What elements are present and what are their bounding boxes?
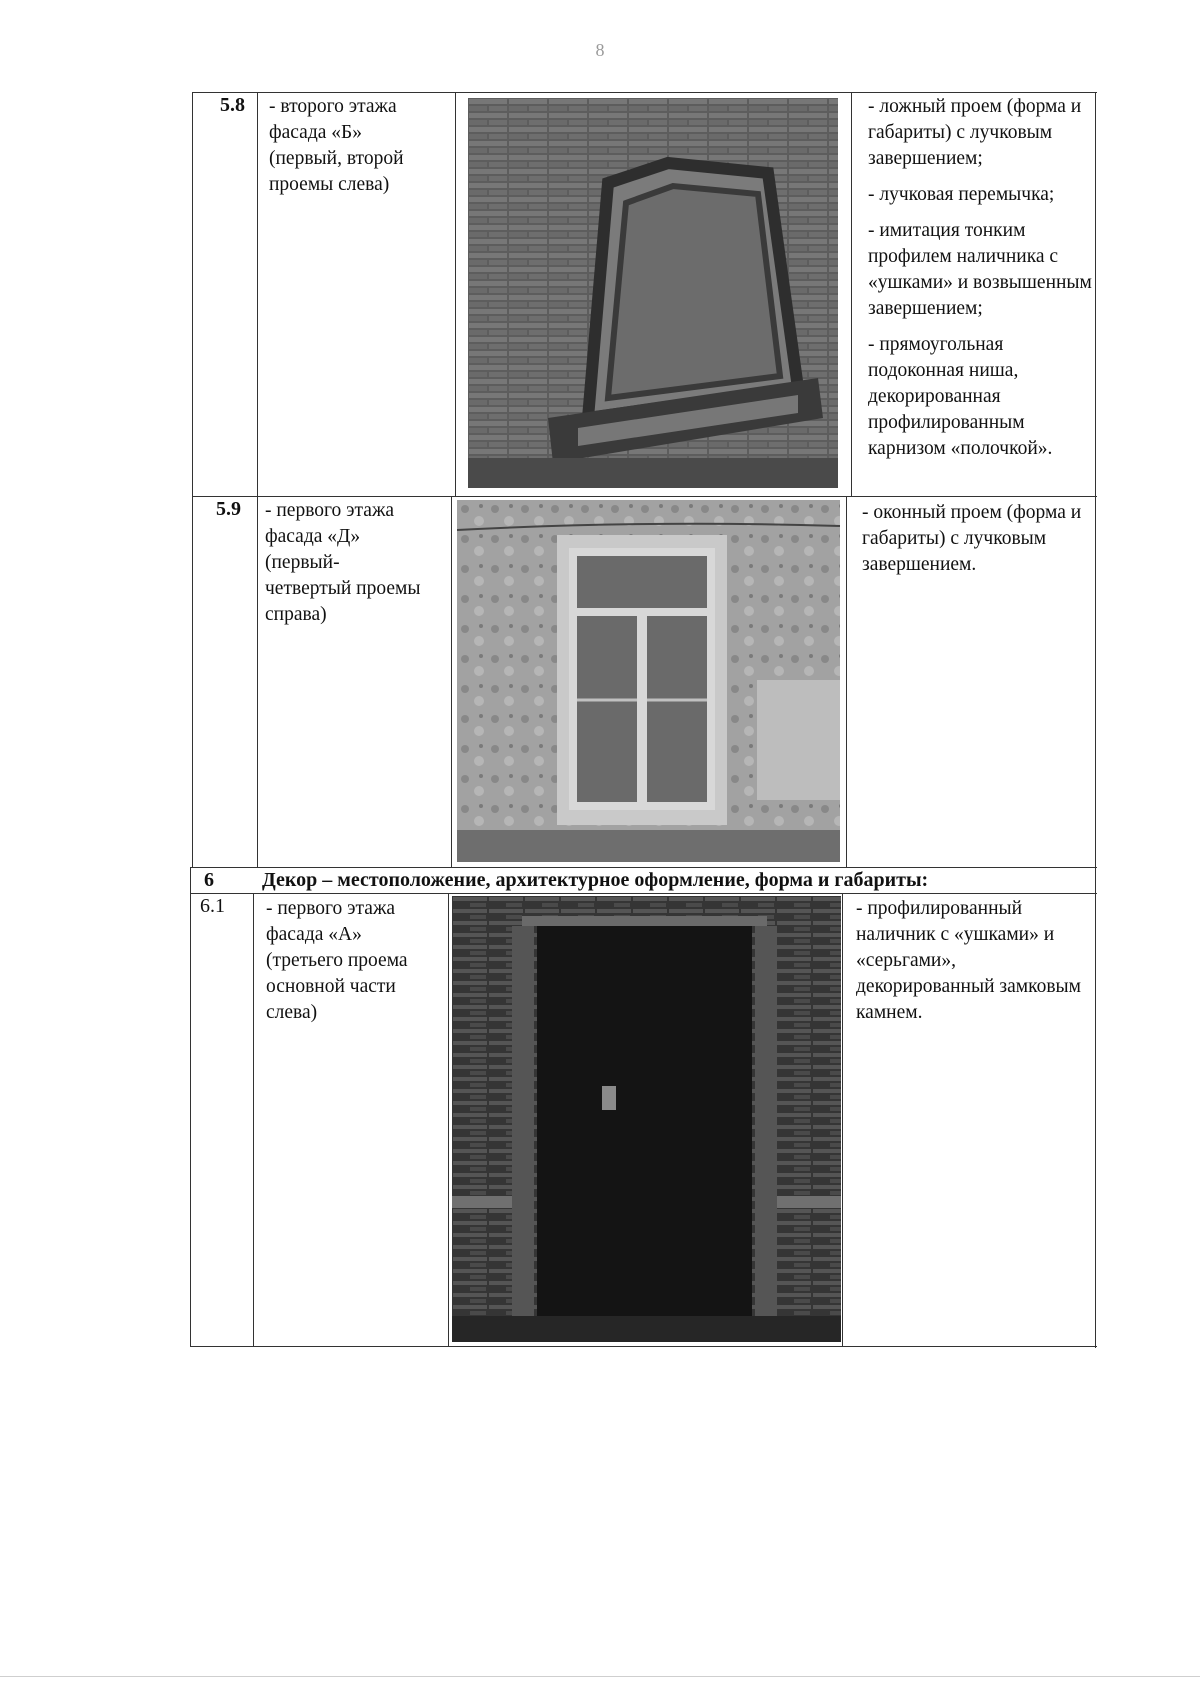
feature-item: - профилированный наличник с «ушками» и «серьгами», декорированный замковым камнем.	[856, 898, 1081, 1023]
monuments-table	[190, 92, 1097, 1348]
feature-item: - прямоугольная подоконная ниша, декорированная профилированным карнизом «полочкой».	[868, 334, 1053, 459]
table-rule	[842, 893, 843, 1347]
features-text	[862, 500, 1082, 588]
location-line: фасада «Д»	[265, 526, 361, 547]
location-line: (первый, второй	[269, 148, 404, 169]
table-rule	[190, 867, 191, 1347]
location-text	[266, 896, 446, 1026]
location-line: - второго этажа	[269, 96, 397, 117]
location-line: - первого этажа	[266, 898, 396, 919]
table-rule	[192, 92, 193, 867]
feature-item: - ложный проем (форма и габариты) с лучковым завершением;	[868, 96, 1082, 169]
location-line: четвертый проемы	[265, 578, 421, 599]
location-text	[265, 498, 453, 628]
section-number: 6	[204, 869, 214, 891]
location-line: слева)	[266, 1002, 318, 1023]
location-line: фасада «А»	[266, 924, 362, 945]
page-number: 8	[595, 40, 605, 60]
feature-item: - имитация тонким профилем наличника с «ушками» и возвышенным завершением;	[868, 220, 1092, 319]
table-rule	[190, 893, 1097, 894]
feature-item: - оконный проем (форма и габариты) с лучковым завершением.	[862, 502, 1082, 575]
table-rule	[1095, 92, 1096, 1348]
page-bottom-rule	[0, 1676, 1200, 1677]
location-line: проемы слева)	[269, 174, 390, 195]
table-rule	[253, 893, 254, 1347]
table-rule	[190, 1346, 1097, 1347]
window-photo-icon	[457, 500, 840, 862]
row-number: 5.8	[220, 94, 245, 116]
location-text	[269, 94, 451, 198]
table-rule	[851, 92, 852, 496]
location-line: фасада «Б»	[269, 122, 362, 143]
features-text	[868, 94, 1094, 472]
location-line: основной части	[266, 976, 396, 997]
table-rule	[448, 893, 449, 1347]
section-title: Декор – местоположение, архитектурное оформление, форма и габариты:	[262, 869, 929, 891]
table-rule	[455, 92, 456, 496]
row-number: 5.9	[216, 498, 241, 520]
location-line: справа)	[265, 604, 327, 625]
table-rule	[257, 92, 258, 867]
window-photo-icon	[468, 98, 838, 488]
feature-item: - лучковая перемычка;	[868, 184, 1055, 205]
location-line: - первого этажа	[265, 500, 395, 521]
doorway-photo-icon	[452, 896, 841, 1342]
location-line: (первый-	[265, 552, 340, 573]
row-number: 6.1	[200, 895, 225, 917]
location-line: (третьего проема	[266, 950, 408, 971]
table-rule	[846, 496, 847, 867]
features-text	[856, 896, 1086, 1036]
